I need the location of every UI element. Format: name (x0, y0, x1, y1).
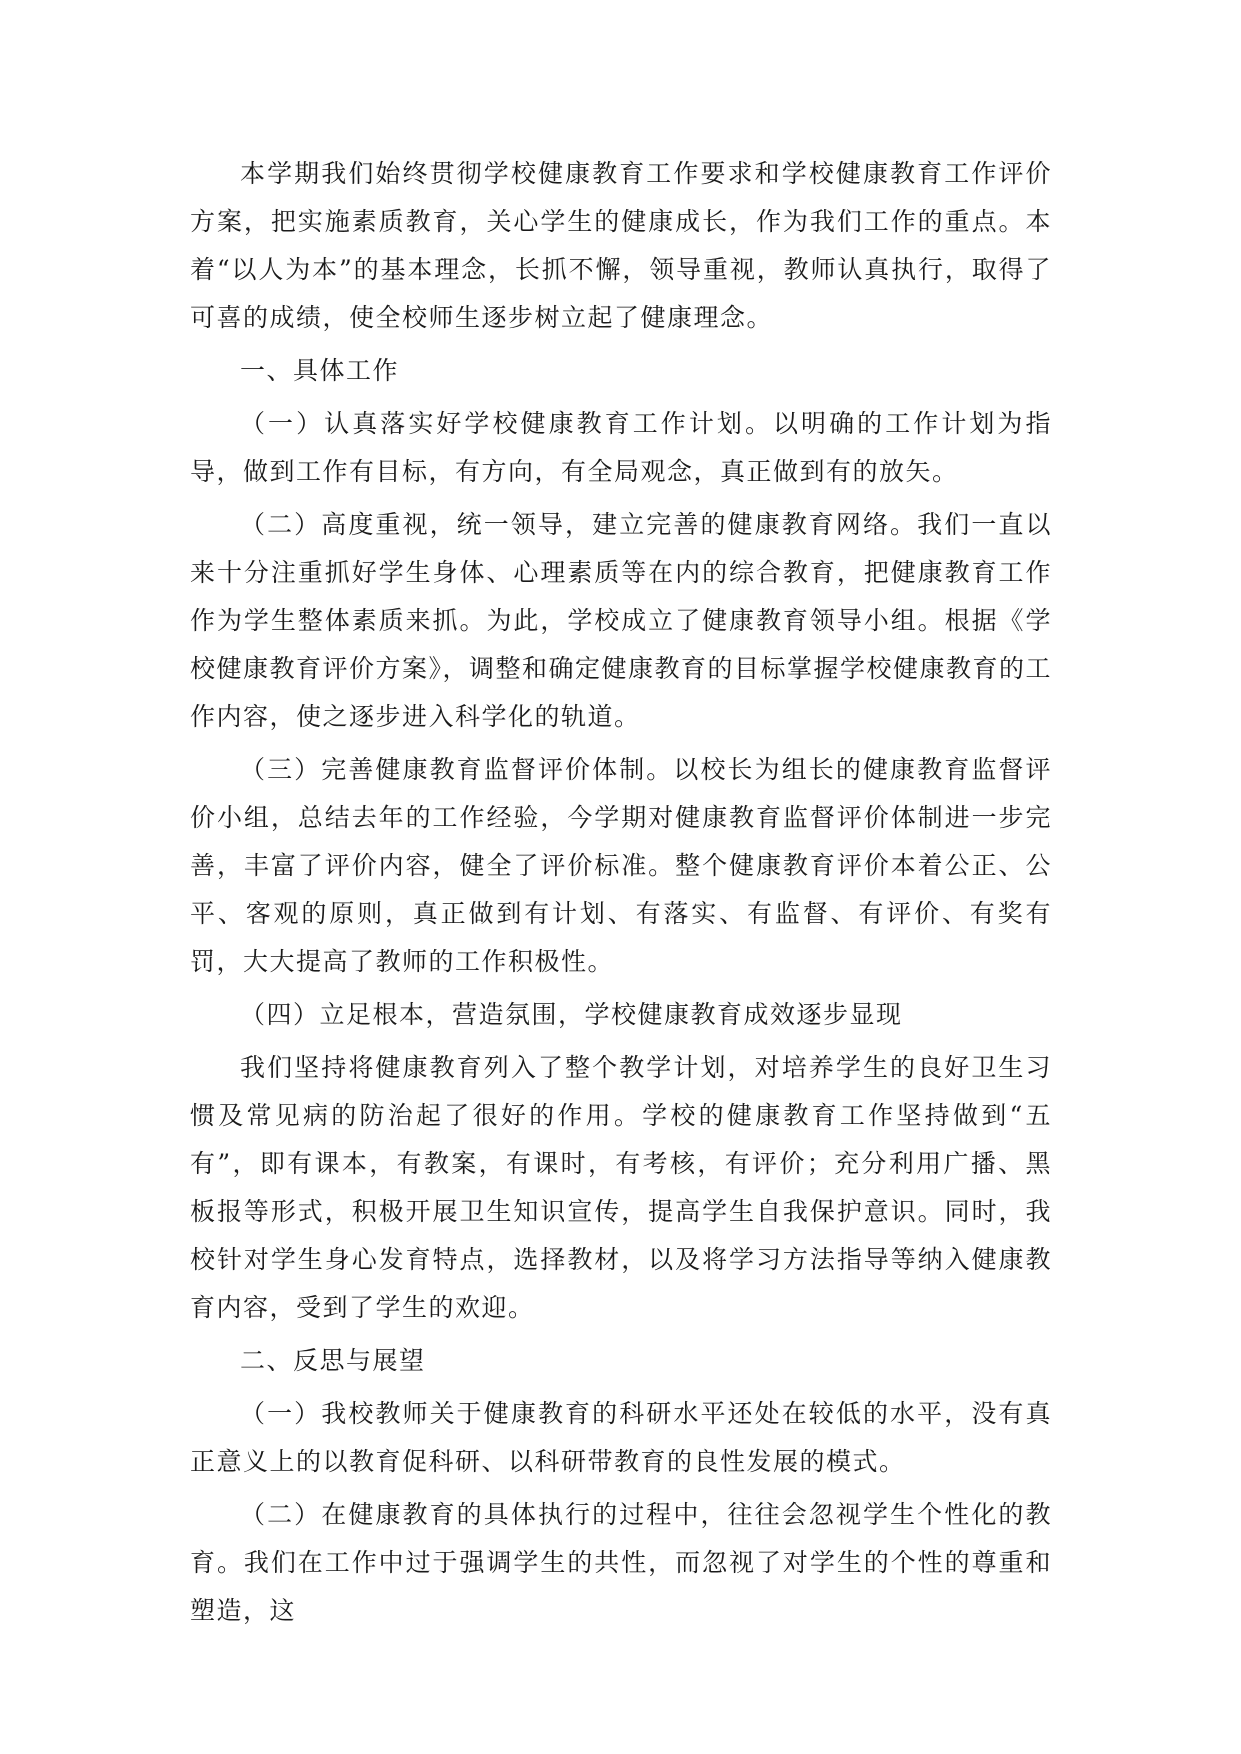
paragraph-reflection-1: （一）我校教师关于健康教育的科研水平还处在较低的水平，没有真正意义上的以教育促科研、以科研带教育的良性发展的模式。 (190, 1399, 1052, 1476)
paragraph-item-2: （二）高度重视，统一领导，建立完善的健康教育网络。我们一直以来十分注重抓好学生身体、心理素质等在内的综合教育，把健康教育工作作为学生整体素质来抓。为此，学校成立了健康教育领导小组。根据《学校健康教育评价方案》，调整和确定健康教育的目标掌握学校健康教育的工作内容，使之逐步进入科学化的轨道。 (190, 510, 1053, 731)
paragraph-item-4-body: 我们坚持将健康教育列入了整个教学计划，对培养学生的良好卫生习惯及常见病的防治起了很好的作用。学校的健康教育工作坚持做到“五有”，即有课本，有教案，有课时，有考核，有评价；充分利用广播、黑板报等形式，积极开展卫生知识宣传，提高学生自我保护意识。同时，我校针对学生身心发育特点，选择教材，以及将学习方法指导等纳入健康教育内容，受到了学生的欢迎。 (190, 1053, 1052, 1322)
paragraph-reflection-2: （二）在健康教育的具体执行的过程中，往往会忽视学生个性化的教育。我们在工作中过于强调学生的共性，而忽视了对学生的个性的尊重和塑造，这 (190, 1500, 1052, 1625)
paragraph-item-1: （一）认真落实好学校健康教育工作计划。以明确的工作计划为指导，做到工作有目标，有方向，有全局观念，真正做到有的放矢。 (190, 409, 1052, 486)
section-heading-reflection: 二、反思与展望 (240, 1346, 426, 1375)
paragraph-item-4-title: （四）立足根本，营造氛围，学校健康教育成效逐步显现 (240, 1000, 903, 1029)
section-heading-specific-work: 一、具体工作 (240, 356, 400, 385)
paragraph-item-3: （三）完善健康教育监督评价体制。以校长为组长的健康教育监督评价小组，总结去年的工作经验，今学期对健康教育监督评价体制进一步完善，丰富了评价内容，健全了评价标准。整个健康教育评价本着公正、公平、客观的原则，真正做到有计划、有落实、有监督、有评价、有奖有罚，大大提高了教师的工作积极性。 (190, 755, 1052, 976)
paragraph-intro: 本学期我们始终贯彻学校健康教育工作要求和学校健康教育工作评价方案，把实施素质教育，关心学生的健康成长，作为我们工作的重点。本着“以人为本”的基本理念，长抓不懈，领导重视，教师认真执行，取得了可喜的成绩，使全校师生逐步树立起了健康理念。 (190, 159, 1052, 332)
document-page (190, 150, 1052, 1640)
